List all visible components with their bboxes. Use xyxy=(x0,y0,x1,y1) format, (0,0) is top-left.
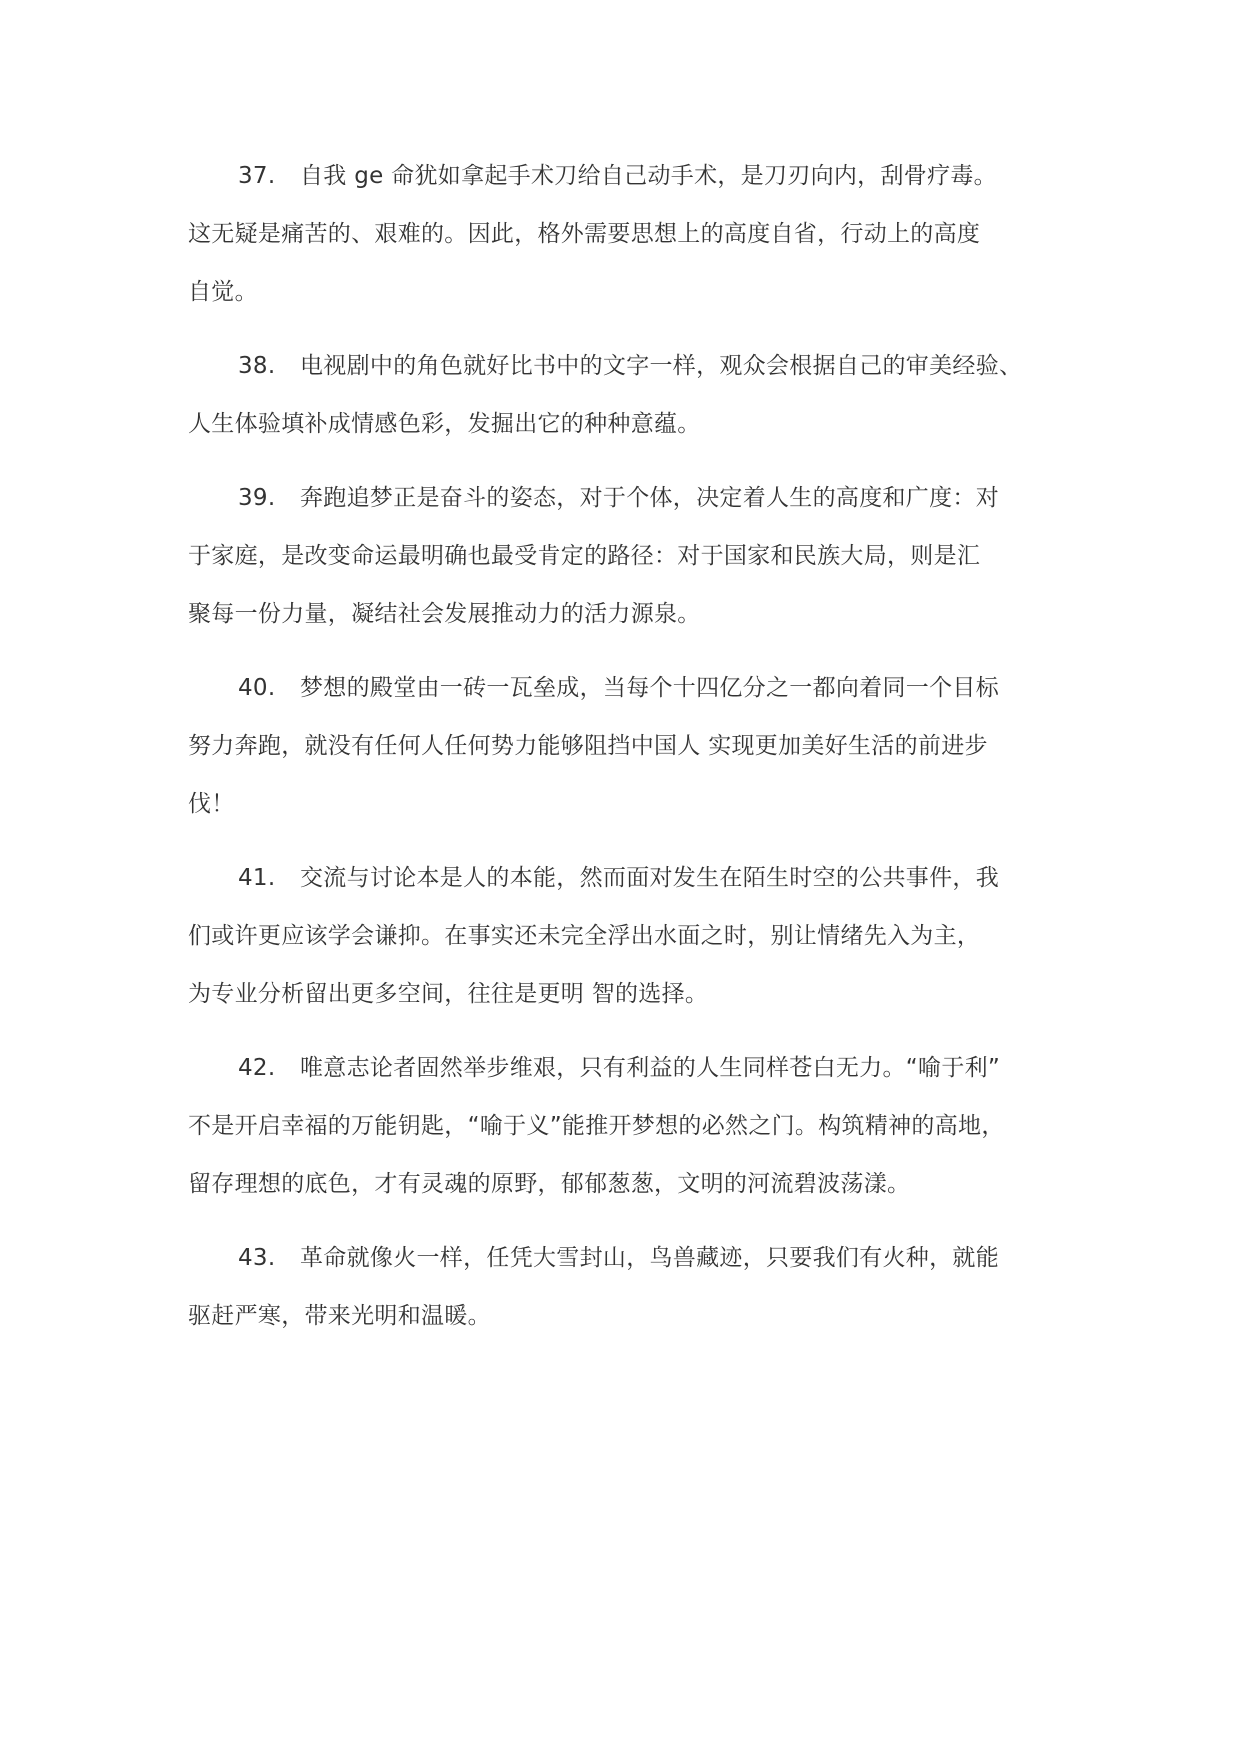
paragraph-43-line-1 xyxy=(238,1242,999,1274)
paragraph-42-line-1 xyxy=(238,1052,1000,1084)
paragraph-number: 41. xyxy=(238,865,276,891)
paragraph-number: 42. xyxy=(238,1055,276,1081)
paragraph-39-line-3: 聚每一份力量，凝结社会发展推动力的活力源泉。 xyxy=(188,601,701,627)
paragraph-40-line-1 xyxy=(238,672,999,704)
paragraph-37-line-2: 这无疑是痛苦的、艰难的。因此，格外需要思想上的高度自省，行动上的高度 xyxy=(188,221,981,247)
paragraph-40-line-2: 努力奔跑，就没有任何人任何势力能够阻挡中国人 实现更加美好生活的前进步 xyxy=(188,733,988,759)
paragraph-text: 革命就像火一样，任凭大雪封山，鸟兽藏迹，只要我们有火种，就能 xyxy=(300,1245,999,1271)
paragraph-41-line-1 xyxy=(238,862,999,894)
paragraph-41-line-2: 们或许更应该学会谦抑。在事实还未完全浮出水面之时，别让情绪先入为主， xyxy=(188,923,981,949)
paragraph-number: 37. xyxy=(238,163,276,189)
paragraph-38-line-1 xyxy=(238,350,1022,382)
paragraph-40-line-3: 伐！ xyxy=(188,791,235,817)
paragraph-37-line-1 xyxy=(238,160,997,192)
paragraph-text: 交流与讨论本是人的本能，然而面对发生在陌生时空的公共事件，我 xyxy=(300,865,999,891)
paragraph-42-line-2: 不是开启幸福的万能钥匙，“喻于义”能推开梦想的必然之门。构筑精神的高地， xyxy=(188,1113,1005,1139)
paragraph-text: 电视剧中的角色就好比书中的文字一样，观众会根据自己的审美经验、 xyxy=(300,353,1023,379)
paragraph-text: 唯意志论者固然举步维艰，只有利益的人生同样苍白无力。“喻于利” xyxy=(300,1055,1001,1081)
paragraph-39-line-1 xyxy=(238,482,999,514)
paragraph-41-line-3: 为专业分析留出更多空间，往往是更明 智的选择。 xyxy=(188,981,709,1007)
paragraph-number: 39. xyxy=(238,485,276,511)
paragraph-38-line-2: 人生体验填补成情感色彩，发掘出它的种种意蕴。 xyxy=(188,411,701,437)
paragraph-42-line-3: 留存理想的底色，才有灵魂的原野，郁郁葱葱，文明的河流碧波荡漾。 xyxy=(188,1171,911,1197)
paragraph-39-line-2: 于家庭，是改变命运最明确也最受肯定的路径：对于国家和民族大局，则是汇 xyxy=(188,543,981,569)
paragraph-43-line-2: 驱赶严寒，带来光明和温暖。 xyxy=(188,1303,491,1329)
paragraph-text: 梦想的殿堂由一砖一瓦垒成，当每个十四亿分之一都向着同一个目标 xyxy=(300,675,999,701)
paragraph-text: 自我 ge 命犹如拿起手术刀给自己动手术，是刀刃向内，刮骨疗毒。 xyxy=(300,163,997,189)
paragraph-number: 38. xyxy=(238,353,276,379)
paragraph-text: 奔跑追梦正是奋斗的姿态，对于个体，决定着人生的高度和广度：对 xyxy=(300,485,999,511)
paragraph-number: 43. xyxy=(238,1245,276,1271)
paragraph-number: 40. xyxy=(238,675,276,701)
paragraph-37-line-3: 自觉。 xyxy=(188,279,258,305)
